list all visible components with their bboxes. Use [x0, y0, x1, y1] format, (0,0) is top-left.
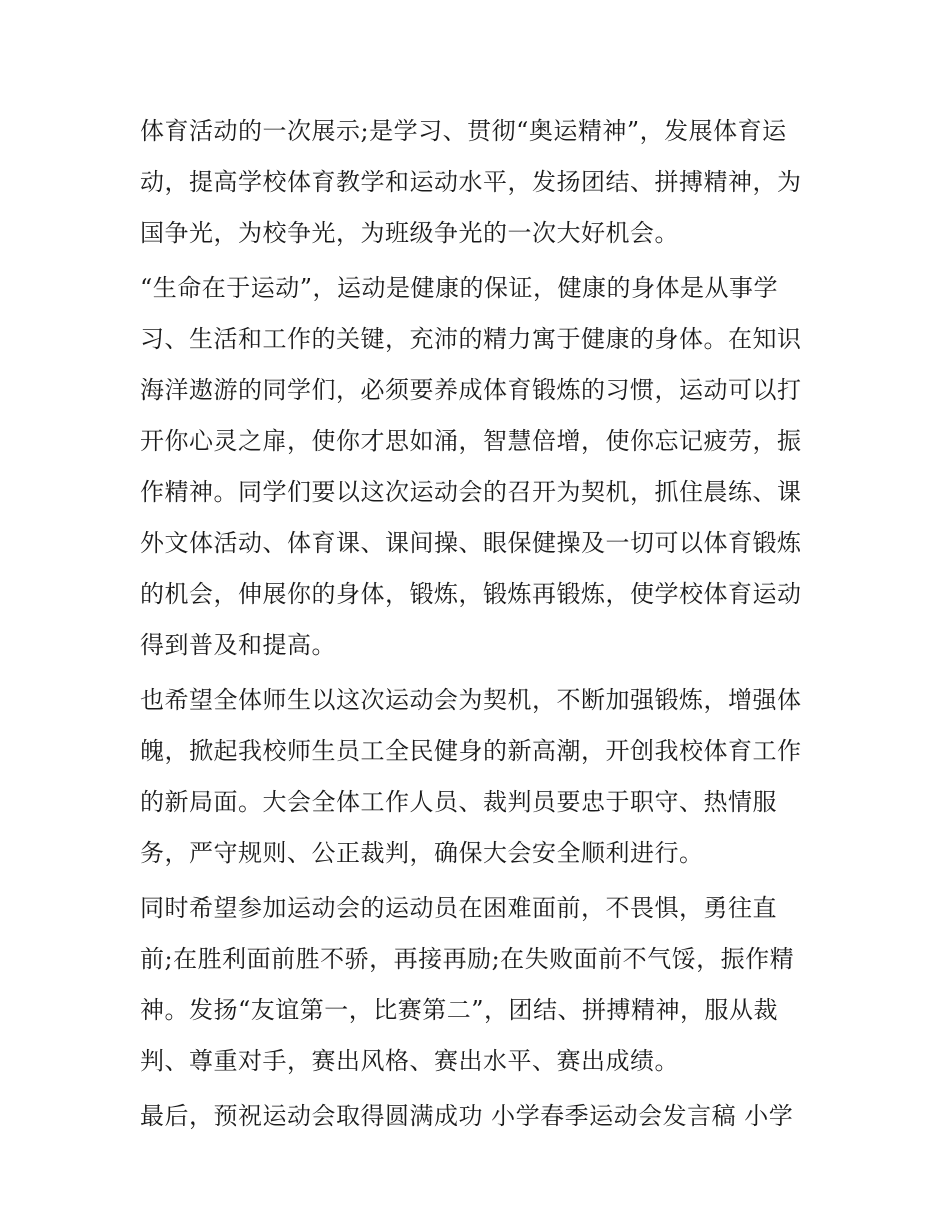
- text-line: 体育活动的一次展示;是学习、贯彻“奥运精神”，发展体育运: [140, 117, 787, 145]
- paragraph: [140, 883, 820, 1087]
- text-line: 得到普及和提高。: [140, 631, 336, 659]
- paragraph: [140, 263, 820, 671]
- paragraph: [140, 106, 820, 259]
- text-line: 开你心灵之扉，使你才思如涌，智慧倍增，使你忘记疲劳，振: [140, 427, 802, 455]
- text-line: 最后，预祝运动会取得圆满成功 小学春季运动会发言稿 小学: [140, 1102, 794, 1130]
- text-line: 外文体活动、体育课、课间操、眼保健操及一切可以体育锻炼: [140, 529, 802, 557]
- paragraph: [140, 675, 820, 879]
- document-body: [140, 106, 820, 1142]
- paragraph: [140, 1091, 820, 1142]
- text-line: 判、尊重对手，赛出风格、赛出水平、赛出成绩。: [140, 1047, 679, 1075]
- text-line: 国争光，为校争光，为班级争光的一次大好机会。: [140, 219, 679, 247]
- text-line: 的机会，伸展你的身体，锻炼，锻炼再锻炼，使学校体育运动: [140, 580, 802, 608]
- text-line: 也希望全体师生以这次运动会为契机，不断加强锻炼，增强体: [140, 686, 802, 714]
- text-line: 神。发扬“友谊第一，比赛第二”，团结、拼搏精神，服从裁: [140, 996, 779, 1024]
- text-line: 习、生活和工作的关键，充沛的精力寓于健康的身体。在知识: [140, 325, 802, 353]
- text-line: 的新局面。大会全体工作人员、裁判员要忠于职守、热情服: [140, 788, 777, 816]
- text-line: 作精神。同学们要以这次运动会的召开为契机，抓住晨练、课: [140, 478, 802, 506]
- text-line: “生命在于运动”，运动是健康的保证，健康的身体是从事学: [140, 274, 779, 302]
- text-line: 同时希望参加运动会的运动员在困难面前，不畏惧，勇往直: [140, 894, 777, 922]
- text-line: 动，提高学校体育教学和运动水平，发扬团结、拼搏精神，为: [140, 168, 802, 196]
- text-line: 魄，掀起我校师生员工全民健身的新高潮，开创我校体育工作: [140, 737, 802, 765]
- text-line: 务，严守规则、公正裁判，确保大会安全顺利进行。: [140, 839, 704, 867]
- text-line: 海洋遨游的同学们，必须要养成体育锻炼的习惯，运动可以打: [140, 376, 802, 404]
- text-line: 前;在胜利面前胜不骄，再接再励;在失败面前不气馁，振作精: [140, 945, 795, 973]
